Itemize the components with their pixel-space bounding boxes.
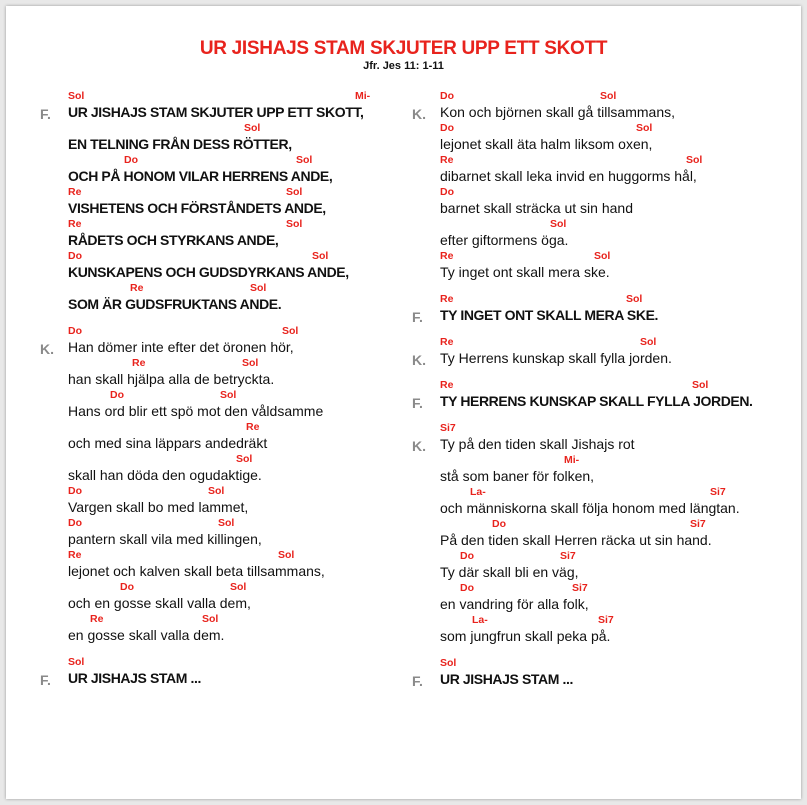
lyric-text: UR JISHAJS STAM SKJUTER UPP ETT SKOTT, xyxy=(68,104,364,120)
chord-label: Si7 xyxy=(598,614,614,626)
lyric-text: TY INGET ONT SKALL MERA SKE. xyxy=(440,307,659,323)
chord-label: Re xyxy=(132,357,146,369)
chord-label: Sol xyxy=(286,218,303,230)
lyric-text: TY HERRENS KUNSKAP SKALL FYLLA JORDEN. xyxy=(440,393,753,409)
chord-label: Re xyxy=(440,379,454,391)
chord-label: Si7 xyxy=(710,486,726,498)
chord-label: Sol xyxy=(68,656,85,668)
chord-label: Do xyxy=(68,485,82,497)
chord-label: Si7 xyxy=(440,422,456,434)
chord-label: Re xyxy=(130,282,144,294)
part-marker: K. xyxy=(412,106,426,122)
lyric-text: Han dömer inte efter det öronen hör, xyxy=(68,339,294,355)
lyric-text: och med sina läppars andedräkt xyxy=(68,435,268,451)
lyric-text: RÅDETS OCH STYRKANS ANDE, xyxy=(68,232,279,248)
part-marker: F. xyxy=(412,309,423,325)
lyric-text: UR JISHAJS STAM ... xyxy=(440,671,573,687)
lyric-text: pantern skall vila med killingen, xyxy=(68,531,262,547)
lyric-text: SOM ÄR GUDSFRUKTANS ANDE. xyxy=(68,296,282,312)
part-marker: K. xyxy=(412,352,426,368)
part-marker: K. xyxy=(412,438,426,454)
chord-label: Do xyxy=(440,122,454,134)
chord-label: La- xyxy=(470,486,486,498)
chord-label: Sol xyxy=(208,485,225,497)
chord-label: Do xyxy=(120,581,134,593)
chord-label: Mi- xyxy=(355,90,371,102)
document-page xyxy=(6,6,801,799)
part-marker: F. xyxy=(412,395,423,411)
chord-label: Si7 xyxy=(572,582,588,594)
lyric-text: han skall hjälpa alla de betryckta. xyxy=(68,371,275,387)
lyric-text: en vandring för alla folk, xyxy=(440,596,589,612)
scripture-reference: Jfr. Jes 11: 1-11 xyxy=(363,60,444,72)
lyric-text: Ty inget ont skall mera ske. xyxy=(440,264,610,280)
part-marker: F. xyxy=(40,106,51,122)
lyric-text: Kon och björnen skall gå tillsammans, xyxy=(440,104,676,120)
chord-label: Re xyxy=(440,293,454,305)
chord-label: Si7 xyxy=(690,518,706,530)
chord-label: La- xyxy=(472,614,488,626)
chord-label: Re xyxy=(90,613,104,625)
lyric-text: Ty Herrens kunskap skall fylla jorden. xyxy=(440,350,672,366)
lyric-text: OCH PÅ HONOM VILAR HERRENS ANDE, xyxy=(68,168,333,184)
chord-label: Do xyxy=(440,186,454,198)
chord-label: Do xyxy=(440,90,454,102)
chord-label: Sol xyxy=(550,218,567,230)
chord-label: Sol xyxy=(636,122,653,134)
chord-label: Sol xyxy=(312,250,329,262)
lyric-text: som jungfrun skall peka på. xyxy=(440,628,611,644)
lyric-text: dibarnet skall leka invid en huggorms hål, xyxy=(440,168,697,184)
chord-label: Sol xyxy=(242,357,259,369)
lyric-text: VISHETENS OCH FÖRSTÅNDETS ANDE, xyxy=(68,200,326,216)
chord-label: Sol xyxy=(626,293,643,305)
chord-label: Sol xyxy=(282,325,299,337)
chord-label: Sol xyxy=(230,581,247,593)
lyric-text: Hans ord blir ett spö mot den våldsamme xyxy=(68,403,324,419)
chord-label: Sol xyxy=(218,517,235,529)
part-marker: F. xyxy=(40,672,51,688)
chord-label: Re xyxy=(68,549,82,561)
chord-label: Sol xyxy=(220,389,237,401)
part-marker: F. xyxy=(412,673,423,689)
part-marker: K. xyxy=(40,341,54,357)
lyric-text: och en gosse skall valla dem, xyxy=(68,595,251,611)
chord-label: Re xyxy=(440,336,454,348)
lyric-text: På den tiden skall Herren räcka ut sin hand. xyxy=(440,532,712,548)
chord-label: Do xyxy=(68,517,82,529)
chord-label: Sol xyxy=(640,336,657,348)
chord-label: Re xyxy=(68,186,82,198)
chord-label: Mi- xyxy=(564,454,580,466)
chord-label: Re xyxy=(68,218,82,230)
lyric-text: och människorna skall följa honom med längtan. xyxy=(440,500,740,516)
chord-label: Sol xyxy=(600,90,617,102)
chord-label: Sol xyxy=(202,613,219,625)
chord-label: Sol xyxy=(278,549,295,561)
chord-label: Do xyxy=(68,325,82,337)
chord-label: Do xyxy=(460,550,474,562)
lyric-text: Ty på den tiden skall Jishajs rot xyxy=(440,436,635,452)
chord-label: Sol xyxy=(68,90,85,102)
chord-label: Do xyxy=(492,518,506,530)
chord-label: Sol xyxy=(594,250,611,262)
chord-label: Sol xyxy=(296,154,313,166)
chord-label: Do xyxy=(460,582,474,594)
chord-label: Re xyxy=(440,250,454,262)
chord-label: Sol xyxy=(686,154,703,166)
chord-label: Sol xyxy=(692,379,709,391)
lyric-text: skall han döda den ogudaktige. xyxy=(68,467,262,483)
chord-label: Si7 xyxy=(560,550,576,562)
lyric-text: en gosse skall valla dem. xyxy=(68,627,225,643)
chord-label: Sol xyxy=(236,453,253,465)
lyric-text: Vargen skall bo med lammet, xyxy=(68,499,249,515)
chord-label: Do xyxy=(68,250,82,262)
chord-label: Sol xyxy=(244,122,261,134)
lyric-text: KUNSKAPENS OCH GUDSDYRKANS ANDE, xyxy=(68,264,349,280)
lyric-text: lejonet skall äta halm liksom oxen, xyxy=(440,136,653,152)
lyric-text: efter giftormens öga. xyxy=(440,232,569,248)
song-title: UR JISHAJS STAM SKJUTER UPP ETT SKOTT xyxy=(199,38,608,59)
chord-label: Sol xyxy=(250,282,267,294)
chord-label: Re xyxy=(246,421,260,433)
chord-label: Do xyxy=(124,154,138,166)
lyric-text: EN TELNING FRÅN DESS RÖTTER, xyxy=(68,136,292,152)
chord-label: Sol xyxy=(286,186,303,198)
chord-label: Re xyxy=(440,154,454,166)
lyric-text: Ty där skall bli en väg, xyxy=(440,564,579,580)
chord-label: Do xyxy=(110,389,124,401)
lyric-text: UR JISHAJS STAM ... xyxy=(68,670,201,686)
lyric-text: stå som baner för folken, xyxy=(440,468,595,484)
lyric-text: lejonet och kalven skall beta tillsammans, xyxy=(68,563,325,579)
lyric-text: barnet skall sträcka ut sin hand xyxy=(440,200,633,216)
chord-label: Sol xyxy=(440,657,457,669)
